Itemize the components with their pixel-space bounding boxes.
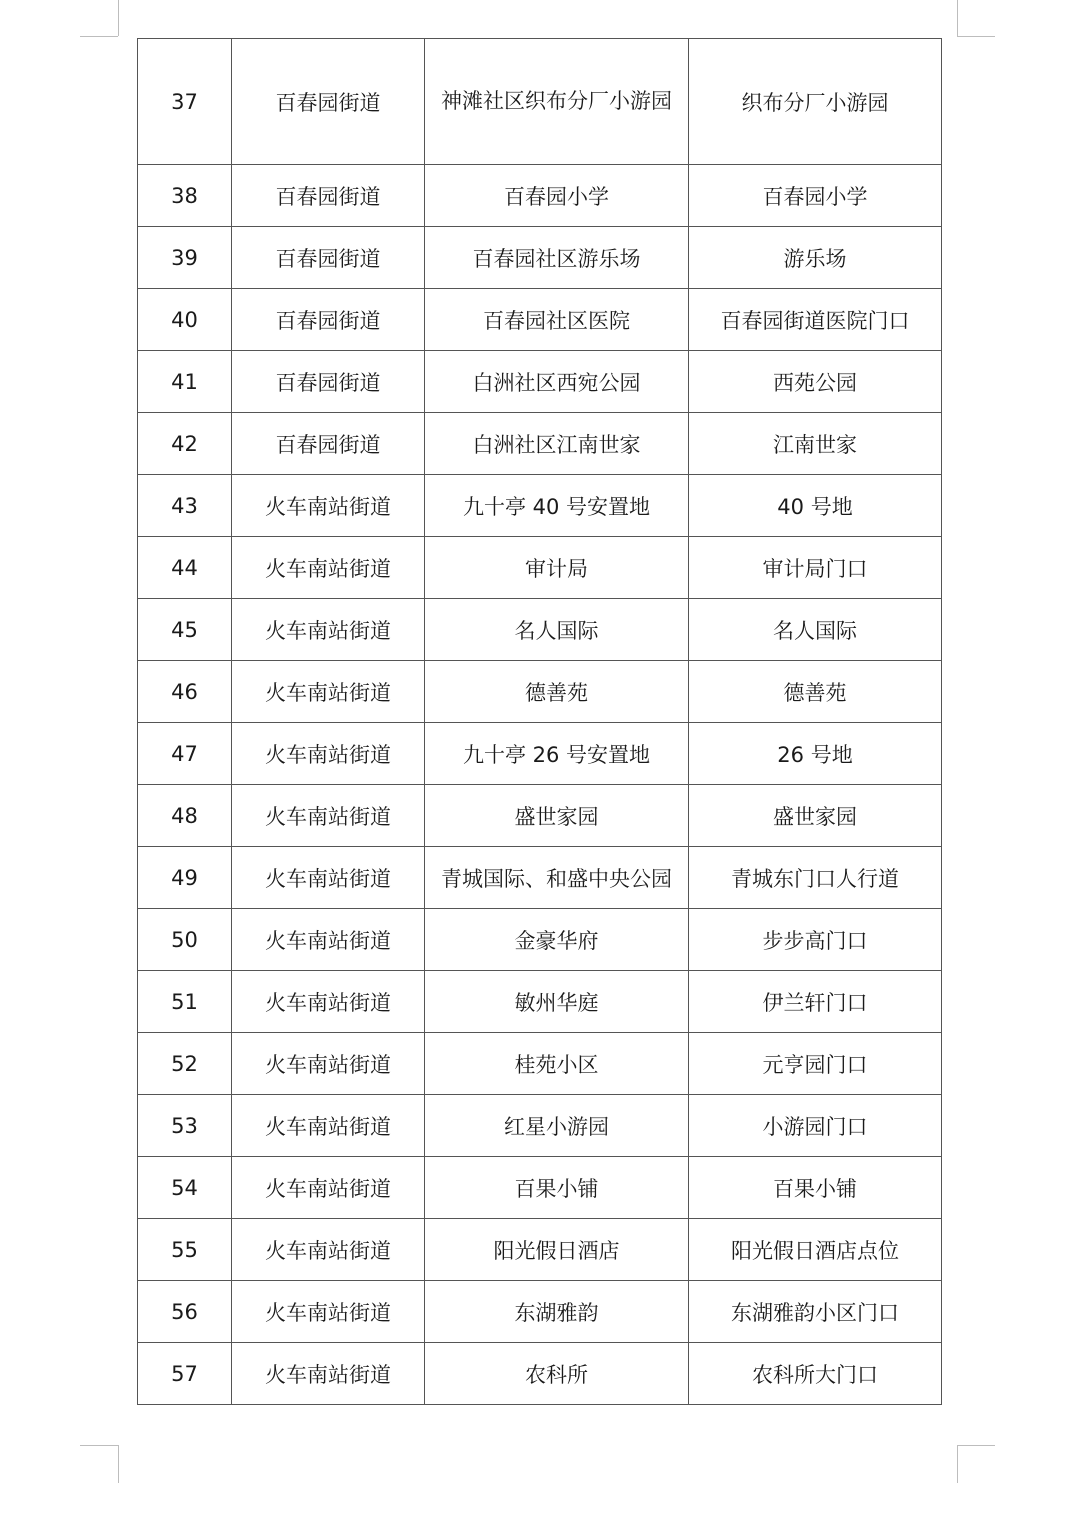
site-name: 审计局: [425, 537, 689, 599]
table-row: [138, 661, 942, 723]
row-number: 48: [138, 785, 232, 847]
site-name: 敏州华庭: [425, 971, 689, 1033]
site-name: 红星小游园: [425, 1095, 689, 1157]
row-number: 50: [138, 909, 232, 971]
crop-mark-top-right-h: [957, 36, 995, 37]
table-row: [138, 1219, 942, 1281]
street-name: 火车南站街道: [232, 1343, 425, 1405]
point-location: 26 号地: [689, 723, 942, 785]
crop-mark-bottom-left-v: [118, 1445, 119, 1483]
row-number: 43: [138, 475, 232, 537]
table-row: [138, 599, 942, 661]
site-name: 农科所: [425, 1343, 689, 1405]
table-row: [138, 165, 942, 227]
street-name: 火车南站街道: [232, 785, 425, 847]
crop-mark-bottom-left-h: [80, 1445, 118, 1446]
point-location: 步步高门口: [689, 909, 942, 971]
table-row: [138, 1157, 942, 1219]
row-number: 52: [138, 1033, 232, 1095]
crop-mark-top-left-v: [118, 0, 119, 36]
site-name: 白洲社区江南世家: [425, 413, 689, 475]
point-location: 织布分厂小游园: [689, 39, 942, 165]
point-location: 西苑公园: [689, 351, 942, 413]
row-number: 49: [138, 847, 232, 909]
site-name: 阳光假日酒店: [425, 1219, 689, 1281]
street-name: 百春园街道: [232, 165, 425, 227]
street-name: 火车南站街道: [232, 661, 425, 723]
site-name: 百春园社区游乐场: [425, 227, 689, 289]
point-location: 小游园门口: [689, 1095, 942, 1157]
crop-mark-top-right-v: [957, 0, 958, 36]
site-name: 东湖雅韵: [425, 1281, 689, 1343]
site-name: 青城国际、和盛中央公园: [425, 847, 689, 909]
table-row: [138, 289, 942, 351]
street-name: 火车南站街道: [232, 1033, 425, 1095]
site-name: 百春园小学: [425, 165, 689, 227]
site-name: 白洲社区西宛公园: [425, 351, 689, 413]
point-location: 德善苑: [689, 661, 942, 723]
site-list-table: [137, 38, 942, 1405]
street-name: 火车南站街道: [232, 1157, 425, 1219]
table-row: [138, 909, 942, 971]
table-row: [138, 1095, 942, 1157]
street-name: 火车南站街道: [232, 847, 425, 909]
street-name: 百春园街道: [232, 413, 425, 475]
street-name: 火车南站街道: [232, 723, 425, 785]
site-name: 盛世家园: [425, 785, 689, 847]
site-name: 桂苑小区: [425, 1033, 689, 1095]
table-row: [138, 1343, 942, 1405]
row-number: 47: [138, 723, 232, 785]
crop-mark-top-left-h: [80, 36, 118, 37]
table-row: [138, 971, 942, 1033]
row-number: 45: [138, 599, 232, 661]
street-name: 火车南站街道: [232, 1281, 425, 1343]
point-location: 伊兰轩门口: [689, 971, 942, 1033]
street-name: 百春园街道: [232, 289, 425, 351]
row-number: 51: [138, 971, 232, 1033]
point-location: 百春园街道医院门口: [689, 289, 942, 351]
table-row: [138, 847, 942, 909]
site-list-body: [138, 39, 942, 1405]
row-number: 54: [138, 1157, 232, 1219]
point-location: 元亨园门口: [689, 1033, 942, 1095]
table-row: [138, 723, 942, 785]
street-name: 火车南站街道: [232, 909, 425, 971]
table-row: [138, 537, 942, 599]
row-number: 44: [138, 537, 232, 599]
point-location: 东湖雅韵小区门口: [689, 1281, 942, 1343]
site-name: 九十亭 26 号安置地: [425, 723, 689, 785]
site-name: 百春园社区医院: [425, 289, 689, 351]
row-number: 46: [138, 661, 232, 723]
row-number: 40: [138, 289, 232, 351]
point-location: 盛世家园: [689, 785, 942, 847]
row-number: 41: [138, 351, 232, 413]
street-name: 火车南站街道: [232, 537, 425, 599]
table-row: [138, 227, 942, 289]
point-location: 40 号地: [689, 475, 942, 537]
point-location: 百果小铺: [689, 1157, 942, 1219]
point-location: 农科所大门口: [689, 1343, 942, 1405]
site-name: 德善苑: [425, 661, 689, 723]
row-number: 42: [138, 413, 232, 475]
site-name: 金豪华府: [425, 909, 689, 971]
crop-mark-bottom-right-v: [957, 1445, 958, 1483]
street-name: 火车南站街道: [232, 971, 425, 1033]
point-location: 青城东门口人行道: [689, 847, 942, 909]
site-name: 名人国际: [425, 599, 689, 661]
site-name: 九十亭 40 号安置地: [425, 475, 689, 537]
table-row: [138, 1033, 942, 1095]
point-location: 阳光假日酒店点位: [689, 1219, 942, 1281]
table-row: [138, 1281, 942, 1343]
street-name: 百春园街道: [232, 39, 425, 165]
table-row: [138, 39, 942, 165]
site-name: 神滩社区织布分厂小游园: [425, 39, 689, 165]
row-number: 39: [138, 227, 232, 289]
street-name: 火车南站街道: [232, 1095, 425, 1157]
street-name: 火车南站街道: [232, 1219, 425, 1281]
row-number: 56: [138, 1281, 232, 1343]
row-number: 57: [138, 1343, 232, 1405]
point-location: 百春园小学: [689, 165, 942, 227]
point-location: 名人国际: [689, 599, 942, 661]
row-number: 38: [138, 165, 232, 227]
row-number: 37: [138, 39, 232, 165]
street-name: 百春园街道: [232, 351, 425, 413]
street-name: 火车南站街道: [232, 475, 425, 537]
table-row: [138, 785, 942, 847]
point-location: 游乐场: [689, 227, 942, 289]
street-name: 火车南站街道: [232, 599, 425, 661]
crop-mark-bottom-right-h: [957, 1445, 995, 1446]
table-row: [138, 413, 942, 475]
point-location: 江南世家: [689, 413, 942, 475]
point-location: 审计局门口: [689, 537, 942, 599]
table-row: [138, 351, 942, 413]
row-number: 53: [138, 1095, 232, 1157]
row-number: 55: [138, 1219, 232, 1281]
site-name: 百果小铺: [425, 1157, 689, 1219]
table-row: [138, 475, 942, 537]
street-name: 百春园街道: [232, 227, 425, 289]
